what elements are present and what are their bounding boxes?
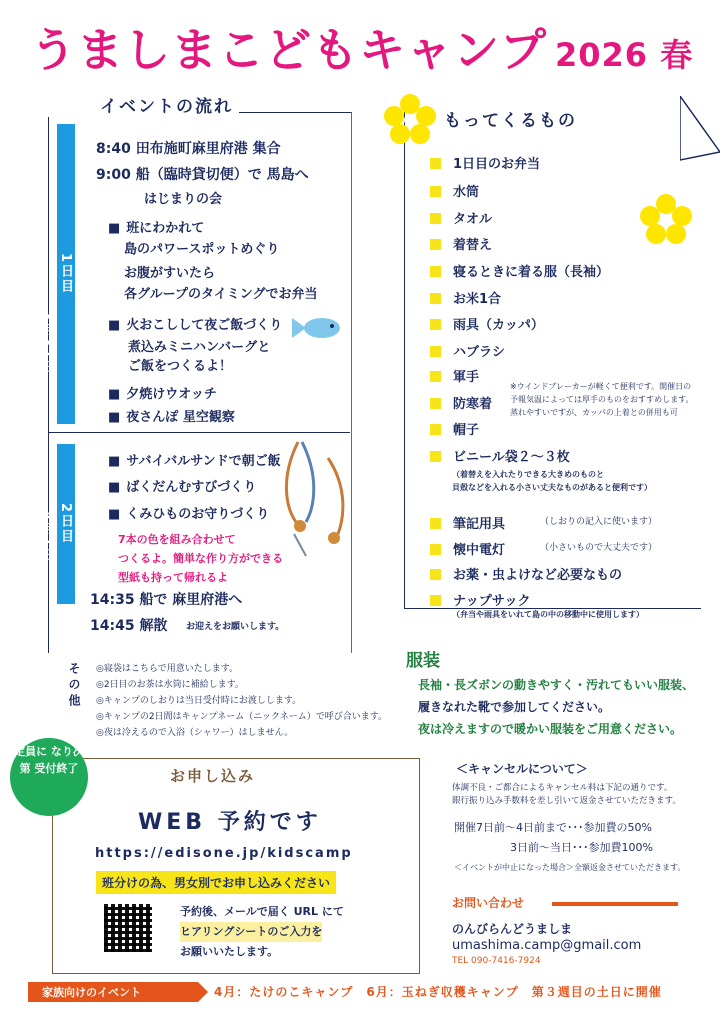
schedule-item: 8:40 田布施町麻里府港 集合: [96, 141, 281, 157]
web-reservation: WEB 予約です: [138, 810, 322, 835]
flower-icon: [384, 94, 436, 146]
schedule-item: ■ 夜さんぽ 星空観察: [108, 406, 235, 425]
schedule-heading: イベントの流れ: [40, 92, 239, 117]
pickup-note: お迎えをお願いします。: [186, 622, 285, 632]
page-title: うましまこどもキャンプ 2026 春: [30, 23, 694, 77]
bring-item: 軍手: [430, 366, 479, 385]
flower-icon: [640, 194, 692, 246]
footer-events: 4月：たけのこキャンプ 6月：玉ねぎ収穫キャンプ 第３週目の土日に開催: [214, 985, 662, 999]
schedule-item: はじまりの会: [144, 192, 223, 207]
bring-heading: もってくるもの: [444, 111, 577, 131]
cancel-rates: 開催7日前～4日前まで･･･参加費の50% 3日前～当日･･･参加費100%: [454, 821, 653, 854]
day2-label: 2日目: [58, 503, 73, 545]
bag-note: （着替えを入れたりできる大きめのものと 貝殻などを入れる小さい丈夫なものがあると便利です）: [452, 470, 652, 492]
bring-item: お米1合: [430, 288, 501, 307]
schedule-item: ■ ばくだんむすびづくり: [108, 476, 256, 495]
bring-item: 筆記用具: [430, 513, 505, 532]
day1-bar: [39, 124, 75, 424]
clothing-heading: 服装: [406, 651, 440, 671]
bring-item: 水筒: [430, 181, 479, 200]
contact-email[interactable]: umashima.camp@gmail.com: [452, 938, 642, 953]
day1-label: 1日目: [58, 253, 73, 295]
bring-item: 防寒着: [430, 393, 492, 412]
bring-item: ハブラシ: [430, 341, 505, 360]
schedule-item: 煮込みミニハンバーグと: [128, 340, 271, 355]
schedule-item: 14:35 船で 麻里府港へ: [90, 592, 243, 608]
pen-note: （しおりの記入に使います）: [540, 517, 658, 527]
bring-item: 懐中電灯: [430, 539, 505, 558]
gender-note: 班分けの為、男女別でお申し込みください: [96, 871, 336, 894]
schedule-item: ご飯をつくるよ！: [128, 359, 233, 374]
schedule-item: 9:00 船（臨時貸切便）で 馬島へ: [96, 167, 309, 183]
qr-code[interactable]: [104, 904, 152, 952]
schedule-item: ■ サバイバルサンドで朝ご飯: [108, 450, 281, 469]
craft-note: 7本の色を組み合わせて つくるよ。簡単な作り方ができる 型紙も持って帰れるよ: [118, 533, 283, 584]
schedule-item: 島のパワースポットめぐり: [124, 242, 280, 257]
sack-note: （弁当や雨具をいれて島の中の移動中に使用します）: [452, 610, 644, 619]
day2-date: 4月1日: [39, 510, 54, 564]
page-curl: [680, 96, 720, 176]
title-year: 2026 春: [555, 36, 694, 74]
day1-date: 3月31日: [39, 312, 54, 376]
light-note: （小さいもので大丈夫です）: [540, 543, 658, 553]
contact-tel[interactable]: TEL 090-7416-7924: [452, 956, 541, 966]
bring-item: ビニール袋２～３枚: [430, 446, 570, 465]
schedule-item: ■ 夕焼けウオッチ: [108, 383, 217, 402]
schedule-item: 各グループのタイミングでお弁当: [124, 287, 318, 302]
bring-item: 1日目のお弁当: [430, 153, 540, 172]
bring-item: 雨具（カッパ）: [430, 314, 544, 333]
contact-underline: [552, 902, 678, 906]
cancel-note: ＜イベントが中止になった場合＞全額返金させていただきます。: [454, 863, 686, 872]
bring-item: 着替え: [430, 234, 492, 253]
clothing-text: 長袖・長ズボンの動きやすく・汚れてもいい服装、 履きなれた靴で参加してください。 夜は冷えますので暖かい服装をご用意ください。: [418, 678, 695, 736]
bring-item: 帽子: [430, 419, 479, 438]
divider: [48, 432, 350, 433]
bring-item: タオル: [430, 208, 492, 227]
bougi-note: ※ウインドブレーカーが軽くて便利です。開催日の 予報気温によっては厚手のものをおすすめします。 蒸れやすいですが、カッパの上着との併用も可: [510, 382, 694, 417]
schedule-item: ■ 班にわかれて: [108, 217, 204, 236]
schedule-item: 14:45 解散: [90, 618, 168, 634]
other-label: その他: [67, 662, 81, 710]
bring-item: ナップサック: [430, 590, 530, 609]
capacity-badge: 定員に なり次第 受付終了: [10, 738, 88, 816]
contact-heading: お問い合わせ: [452, 896, 525, 910]
schedule-item: お腹がすいたら: [124, 266, 216, 281]
bring-item: 寝るときに着る服（長袖）: [430, 261, 609, 280]
braid-charm-illustration: [278, 438, 354, 560]
cancel-desc: 体調不良・ご都合によるキャンセル料は下記の通りです。 銀行振り込み手数料を差し引いて返金させていただきます。: [452, 783, 681, 806]
other-notes: ◎寝袋はこちらで用意いたします。 ◎2日目のお茶は水筒に補給します。 ◎キャンプのしおりは当日受付時にお渡しします。 ◎キャンプの2日間はキャンプネーム（ニックネーム）で呼び合います。 ◎夜は冷えるので入浴（シャワー）はしません。: [96, 664, 388, 738]
signup-url[interactable]: https://edisone.jp/kidscamp: [95, 846, 353, 861]
schedule-item: ■ 火おこしして夜ご飯づくり: [108, 314, 282, 333]
footer-tag: 家族向けのイベント: [28, 982, 198, 1002]
contact-name: のんびらんどうましま: [452, 922, 573, 936]
day2-bar: [39, 444, 75, 604]
cancel-heading: ＜キャンセルについて＞: [456, 762, 588, 776]
bring-item: お薬・虫よけなど必要なもの: [430, 564, 622, 583]
schedule-item: ■ くみひものお守りづくり: [108, 503, 269, 522]
apply-heading: お申し込み: [170, 767, 256, 785]
apply-text: 予約後、メールで届く URL にて ヒアリングシートのご入力を お願いいたします。: [180, 905, 344, 958]
